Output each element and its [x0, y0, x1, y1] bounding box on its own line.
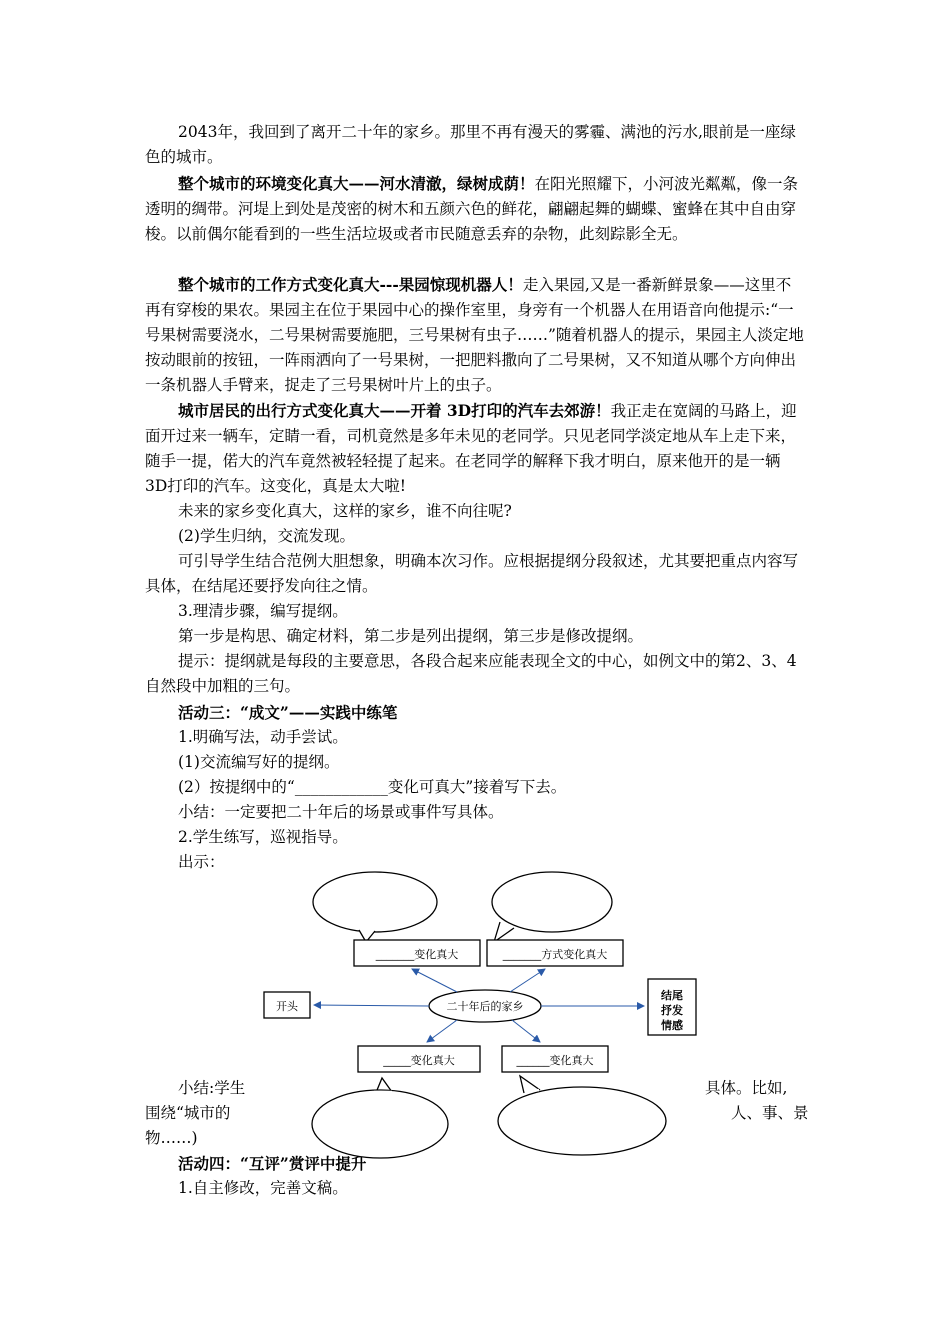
activity-four-heading: 活动四：“互评”赏评中提升	[178, 1154, 367, 1173]
paragraph-step3: 3.理清步骤，编写提纲。	[178, 602, 348, 620]
box-ending	[648, 979, 696, 1035]
paragraph-conclusion: 未来的家乡变化真大，这样的家乡，谁不向往呢?	[178, 502, 512, 520]
paragraph-continue: (2）按提纲中的“____________变化可真大”接着写下去。	[178, 778, 567, 796]
box-ending-label-2: 抒发	[661, 1004, 683, 1017]
paragraph-hint: 提示：提纲就是每段的主要意思，各段合起来应能表现全文的中心，如例文中的第2、3、4自然段中加粗的三句。	[145, 652, 797, 695]
paragraph-practice: 2.学生练写，巡视指导。	[178, 828, 348, 846]
paragraph-outline-share: (1)交流编写好的提纲。	[178, 753, 340, 771]
paragraph-summary2-e: 物……)	[145, 1129, 198, 1147]
paragraph-summary-step: (2)学生归纳，交流发现。	[178, 527, 355, 545]
paragraph-work-text: 走入果园,又是一番新鲜景象——这里不再有穿梭的果农。果园主在位于果园中心的操作室里，身旁有一个机器人在用语音向他提示:“一号果树需要浇水，二号果树需要施肥，三号果树有虫子……”随着机器人的提示，果园主人淡定地按动眼前的按钮，一阵雨洒向了一号果树，一把肥料撒向了二号果树，又不知道从哪个方向伸出一条机器人手臂来，捉走了三号果树叶片上的虫子。	[145, 276, 804, 394]
paragraph-travel	[145, 398, 805, 499]
box-top-right-label: _______方式变化真大	[502, 948, 608, 961]
bold-heading-environment: 整个城市的环境变化真大——河水清澈，绿树成荫！	[178, 174, 535, 193]
box-ending-label-3: 情感	[661, 1019, 683, 1032]
paragraph-environment	[145, 171, 805, 247]
box-top-left	[354, 940, 480, 966]
bold-heading-travel: 城市居民的出行方式变化真大——开着 3D打印的汽车去郊游！	[178, 401, 611, 420]
speech-bubble-bottom-right	[498, 1076, 666, 1155]
outline-mind-map	[262, 866, 702, 1162]
paragraph-revise: 1.自主修改，完善文稿。	[178, 1179, 348, 1197]
box-bottom-right	[502, 1046, 608, 1072]
box-bottom-left	[358, 1046, 480, 1072]
speech-bubble-top-left	[313, 872, 437, 942]
paragraph-steps: 第一步是构思、确定材料，第二步是列出提纲，第三步是修改提纲。	[178, 627, 644, 645]
box-opening	[264, 992, 310, 1018]
speech-bubble-top-right	[492, 872, 612, 942]
paragraph-method: 1.明确写法，动手尝试。	[178, 728, 348, 746]
paragraph-intro: 2043年，我回到了离开二十年的家乡。那里不再有漫天的雾霾、满池的污水,眼前是一座绿色的城市。	[145, 123, 796, 166]
paragraph-show: 出示：	[178, 853, 225, 871]
box-top-right	[487, 940, 623, 966]
activity-three-heading: 活动三：“成文”——实践中练笔	[178, 703, 398, 722]
paragraph-summary2-d: 人、事、景	[731, 1104, 809, 1122]
box-bottom-left-label: _____变化真大	[383, 1054, 455, 1067]
box-opening-label: 开头	[276, 1000, 298, 1013]
paragraph-work	[145, 272, 805, 398]
paragraph-guidance: 可引导学生结合范例大胆想象，明确本次习作。应根据提纲分段叙述，尤其要把重点内容写具体，在结尾还要抒发向往之情。	[145, 552, 799, 595]
speech-bubble-bottom-left	[312, 1078, 448, 1158]
paragraph-environment-text: 在阳光照耀下，小河波光粼粼，像一条透明的绸带。河堤上到处是茂密的树木和五颜六色的鲜花，翩翩起舞的蝴蝶、蜜蜂在其中自由穿梭。以前偶尔能看到的一些生活垃圾或者市民随意丢弃的杂物，此刻踪影全无。	[145, 175, 799, 243]
paragraph-summary2-c: 围绕“城市的	[145, 1104, 231, 1122]
bold-heading-work: 整个城市的工作方式变化真大---果园惊现机器人！	[178, 275, 523, 294]
center-node	[429, 990, 541, 1022]
box-bottom-right-label: ______变化真大	[516, 1054, 594, 1067]
paragraph-summary: 小结：一定要把二十年后的场景或事件写具体。	[178, 803, 504, 821]
paragraph-summary2-b: 具体。比如,	[705, 1079, 788, 1097]
paragraph-travel-text: 我正走在宽阔的马路上，迎面开过来一辆车，定睛一看，司机竟然是多年未见的老同学。只见老同学淡定地从车上走下来，随手一提，偌大的汽车竟然被轻轻提了起来。在老同学的解释下我才明白，原来他开的是一辆 3D打印的汽车。这变化，真是太大啦!	[145, 402, 797, 495]
box-top-left-label: _______变化真大	[375, 948, 459, 961]
box-ending-label-1: 结尾	[661, 989, 683, 1002]
center-node-label: 二十年后的家乡	[446, 1000, 524, 1013]
paragraph-summary2-a: 小结:学生	[178, 1079, 246, 1097]
